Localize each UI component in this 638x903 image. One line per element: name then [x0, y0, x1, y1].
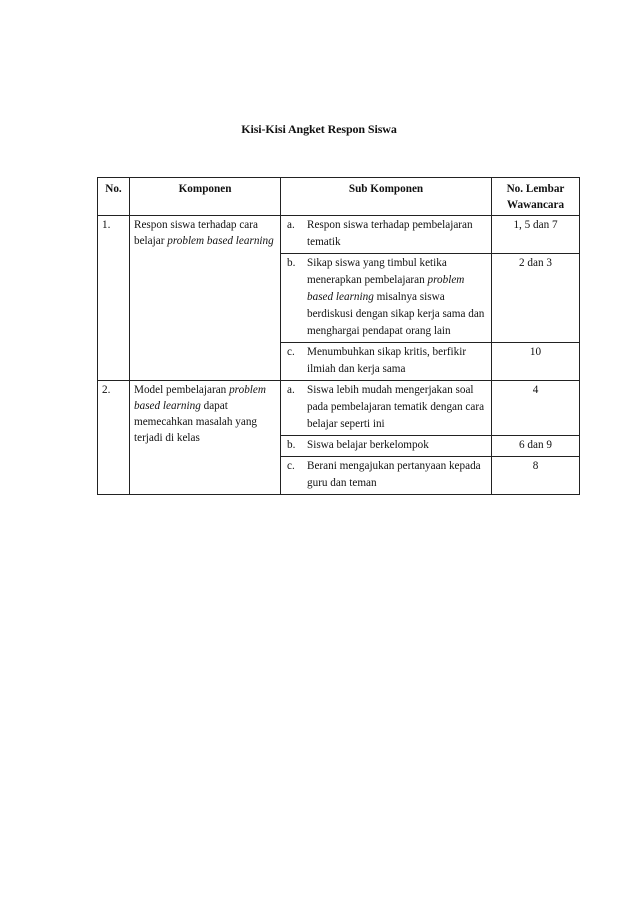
row-number: 2.: [98, 381, 130, 495]
komponen-text: Respon siswa terhadap cara belajar: [134, 219, 258, 247]
sub-letter: a.: [287, 219, 295, 231]
lembar-cell: 6 dan 9: [492, 436, 580, 457]
lembar-cell: 1, 5 dan 7: [492, 216, 580, 254]
komponen-italic: problem based learning: [134, 384, 266, 412]
lembar-cell: 4: [492, 381, 580, 436]
sub-text: [307, 437, 487, 454]
sub-komponen-cell: [281, 343, 492, 381]
sub-text: [307, 217, 487, 251]
sub-komponen-cell: [281, 457, 492, 495]
komponen-text: Model pembelajaran: [134, 384, 230, 396]
sub-letter: c.: [287, 460, 295, 472]
sub-text-part: Menumbuhkan sikap kritis, berfikir ilmiah dan kerja sama: [307, 346, 467, 375]
header-sub-komponen: Sub Komponen: [281, 178, 492, 216]
komponen-cell: [130, 381, 281, 495]
row-number: 1.: [98, 216, 130, 381]
sub-letter: c.: [287, 346, 295, 358]
sub-text-part: Siswa lebih mudah mengerjakan soal pada pembelajaran tematik dengan cara belajar seperti ini: [307, 384, 485, 430]
sub-letter: a.: [287, 384, 295, 396]
lembar-cell: 10: [492, 343, 580, 381]
sub-text-part: misalnya siswa berdiskusi dengan sikap kerja sama dan menghargai pendapat orang lain: [307, 291, 485, 337]
komponen-text-suffix: dapat memecahkan masalah yang terjadi di kelas: [134, 400, 258, 444]
sub-text-part: Respon siswa terhadap pembelajaran tematik: [307, 219, 473, 248]
header-no-lembar: No. Lembar Wawancara: [492, 178, 580, 216]
header-komponen: Komponen: [130, 178, 281, 216]
table-header-row: [98, 178, 580, 216]
sub-komponen-cell: [281, 381, 492, 436]
sub-text-part: Berani mengajukan pertanyaan kepada guru dan teman: [307, 460, 481, 489]
kisi-kisi-table: [97, 177, 580, 495]
lembar-cell: 8: [492, 457, 580, 495]
komponen-cell: [130, 216, 281, 381]
table-row: [98, 216, 580, 254]
sub-komponen-cell: [281, 436, 492, 457]
sub-text: [307, 458, 487, 492]
sub-letter: b.: [287, 257, 296, 269]
sub-text-italic: problem based learning: [307, 274, 465, 303]
sub-text-part: Sikap siswa yang timbul ketika menerapkan pembelajaran: [307, 257, 447, 286]
sub-komponen-cell: [281, 216, 492, 254]
sub-text: [307, 255, 487, 340]
sub-komponen-cell: [281, 254, 492, 343]
sub-text-part: Siswa belajar berkelompok: [307, 439, 429, 451]
header-no: No.: [98, 178, 130, 216]
sub-text: [307, 344, 487, 378]
komponen-italic: problem based learning: [167, 235, 274, 247]
lembar-cell: 2 dan 3: [492, 254, 580, 343]
sub-text: [307, 382, 487, 433]
sub-letter: b.: [287, 439, 296, 451]
document-title: Kisi-Kisi Angket Respon Siswa: [241, 122, 397, 136]
table-row: [98, 381, 580, 436]
